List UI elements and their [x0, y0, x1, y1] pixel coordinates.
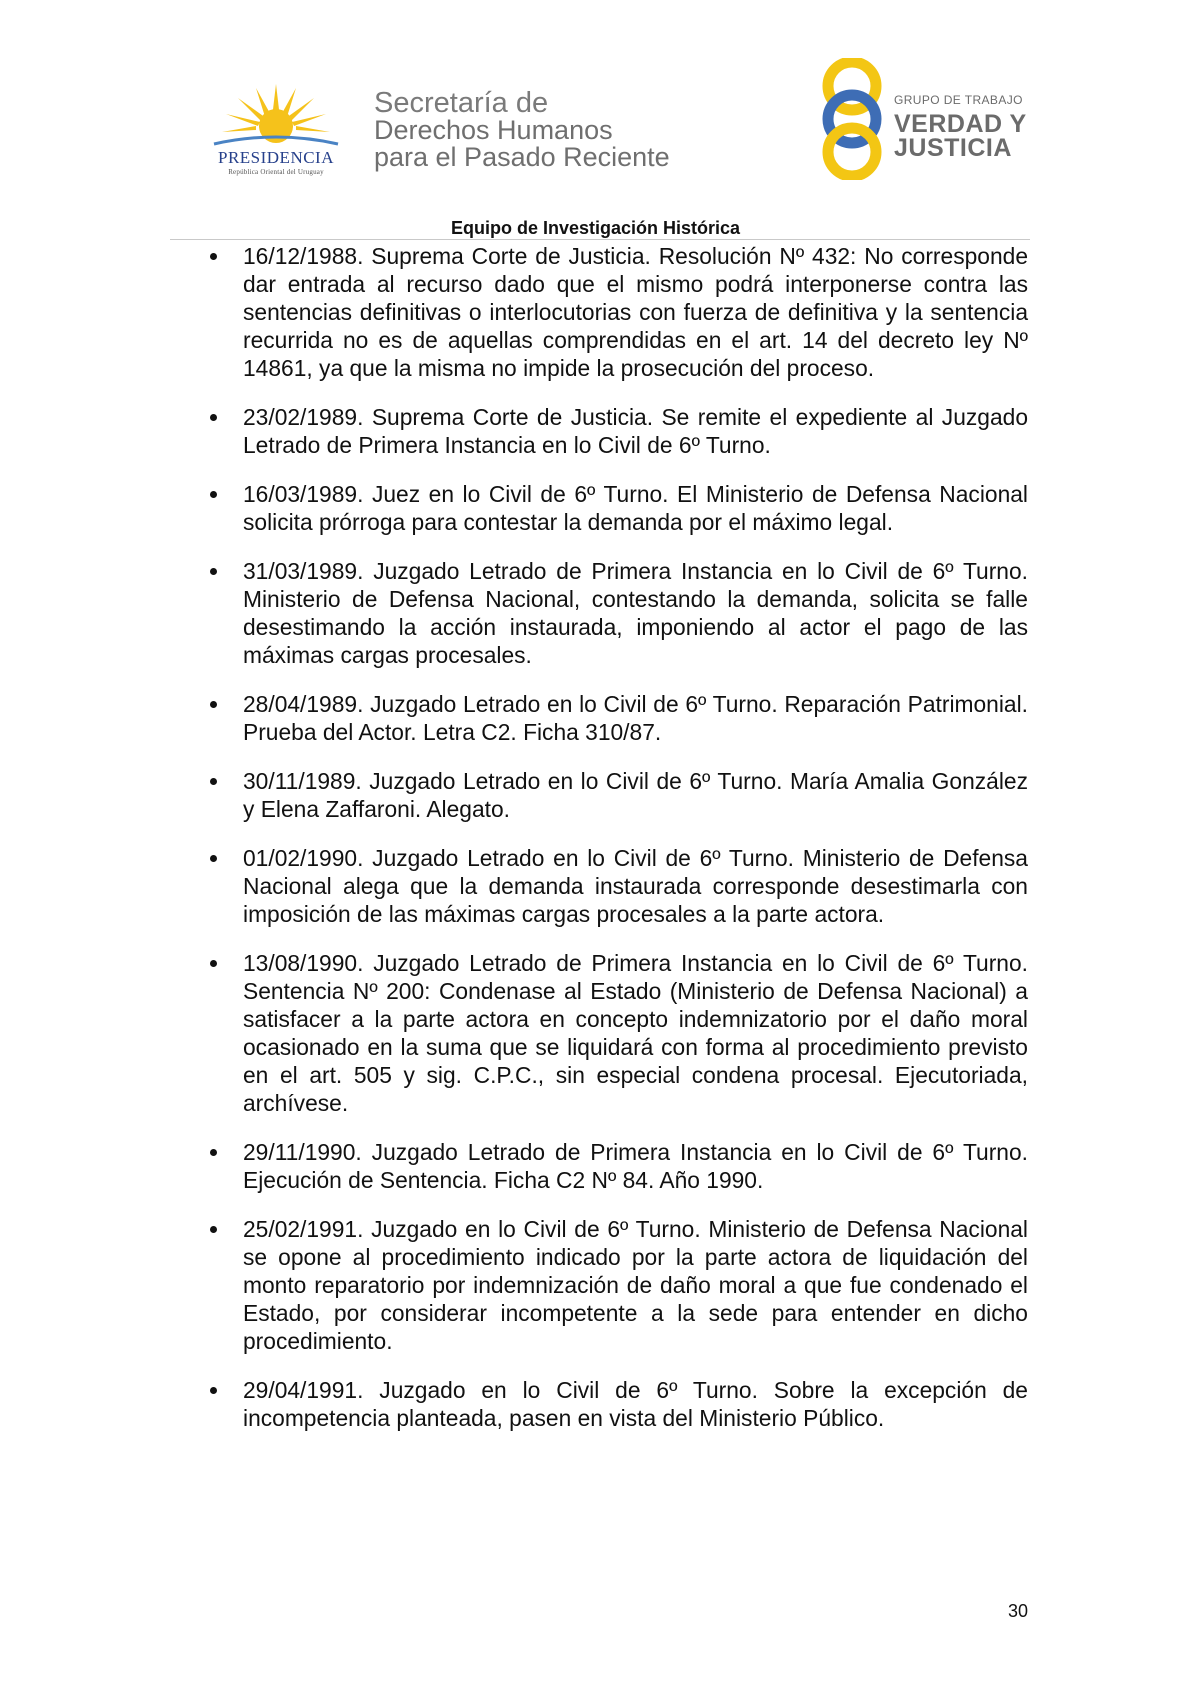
secretaria-line1: Secretaría de	[374, 87, 549, 119]
entry-text: 31/03/1989. Juzgado Letrado de Primera Instancia en lo Civil de 6º Turno. Ministerio de Defensa Nacional, contestando la demanda, solicita se falle desestimando la acción instaurada, imponiendo al actor el pago de las máximas cargas procesales.	[243, 558, 1028, 668]
secretaria-line2: Derechos Humanos	[374, 115, 613, 145]
list-item	[205, 949, 1028, 1117]
entry-text: 16/03/1989. Juez en lo Civil de 6º Turno. El Ministerio de Defensa Nacional solicita prórroga para contestar la demanda por el máximo legal.	[243, 481, 1028, 535]
interlocking-rings-icon	[816, 58, 888, 180]
presidencia-name: PRESIDENCIA	[217, 148, 334, 167]
bullet-icon	[210, 253, 217, 260]
list-item	[205, 557, 1028, 669]
grupo-trabajo-text	[894, 88, 1027, 160]
list-item	[205, 1215, 1028, 1355]
entry-text: 16/12/1988. Suprema Corte de Justicia. Resolución Nº 432: No corresponde dar entrada al recurso dado que el mismo podrá interponerse contra las sentencias definitivas o interlocutorias con fuerza de definitiva y la sentencia recurrida no es de aquellas comprendidas en el art. 14 del decreto ley Nº 14861, ya que la misma no impide la prosecución del proceso.	[243, 243, 1028, 381]
list-item	[205, 690, 1028, 746]
grupo-line3: JUSTICIA	[894, 134, 1012, 162]
page-number: 30	[1007, 1601, 1028, 1621]
presidencia-subtitle: República Oriental del Uruguay	[228, 168, 324, 176]
list-item	[205, 844, 1028, 928]
list-item	[205, 242, 1028, 382]
entry-text: 29/11/1990. Juzgado Letrado de Primera Instancia en lo Civil de 6º Turno. Ejecución de Sentencia. Ficha C2 Nº 84. Año 1990.	[243, 1139, 1028, 1193]
grupo-line2: VERDAD Y	[894, 110, 1027, 138]
list-item	[205, 403, 1028, 459]
bullet-icon	[210, 1149, 217, 1156]
header-divider	[170, 239, 1030, 240]
bullet-icon	[210, 701, 217, 708]
presidencia-logo	[196, 78, 356, 178]
bullet-icon	[210, 491, 217, 498]
entry-text: 29/04/1991. Juzgado en lo Civil de 6º Turno. Sobre la excepción de incompetencia planteada, pasen en vista del Ministerio Público.	[243, 1377, 1028, 1431]
page-header	[0, 0, 1191, 238]
entry-text: 28/04/1989. Juzgado Letrado en lo Civil de 6º Turno. Reparación Patrimonial. Prueba del Actor. Letra C2. Ficha 310/87.	[243, 691, 1028, 745]
bullet-icon	[210, 960, 217, 967]
bullet-icon	[210, 414, 217, 421]
bullet-icon	[210, 1387, 217, 1394]
chronology-list	[205, 242, 1028, 1453]
entry-text: 30/11/1989. Juzgado Letrado en lo Civil de 6º Turno. María Amalia González y Elena Zaffaroni. Alegato.	[243, 768, 1028, 822]
entry-text: 25/02/1991. Juzgado en lo Civil de 6º Turno. Ministerio de Defensa Nacional se opone al procedimiento indicado por la parte actora de liquidación del monto reparatorio por indemnización de daño moral a que fue condenado el Estado, por considerar incompetente a la sede para entender en dicho procedimiento.	[243, 1216, 1028, 1354]
grupo-trabajo-logo	[816, 58, 1036, 180]
list-item	[205, 1376, 1028, 1432]
list-item	[205, 767, 1028, 823]
entry-text: 13/08/1990. Juzgado Letrado de Primera Instancia en lo Civil de 6º Turno. Sentencia Nº 200: Condenase al Estado (Ministerio de Defensa Nacional) a satisfacer a la parte actora en concepto indemnizatorio por el daño moral ocasionado en la suma que se liquidará con forma al procedimiento previsto en el art. 505 y sig. C.P.C., sin especial condena procesal. Ejecutoriada, archívese.	[243, 950, 1028, 1116]
entry-text: 01/02/1990. Juzgado Letrado en lo Civil de 6º Turno. Ministerio de Defensa Nacional alega que la demanda instaurada corresponde desestimarla con imposición de las máximas cargas procesales a la parte actora.	[243, 845, 1028, 927]
bullet-icon	[210, 1226, 217, 1233]
team-label: Equipo de Investigación Histórica	[450, 218, 741, 238]
secretaria-line3: para el Pasado Reciente	[374, 142, 670, 172]
list-item	[205, 480, 1028, 536]
entry-text: 23/02/1989. Suprema Corte de Justicia. Se remite el expediente al Juzgado Letrado de Primera Instancia en lo Civil de 6º Turno.	[243, 404, 1028, 458]
grupo-line1: GRUPO DE TRABAJO	[894, 93, 1023, 107]
list-item	[205, 1138, 1028, 1194]
sun-emblem-icon	[196, 78, 356, 148]
bullet-icon	[210, 855, 217, 862]
secretaria-title	[374, 87, 670, 172]
bullet-icon	[210, 778, 217, 785]
bullet-icon	[210, 568, 217, 575]
